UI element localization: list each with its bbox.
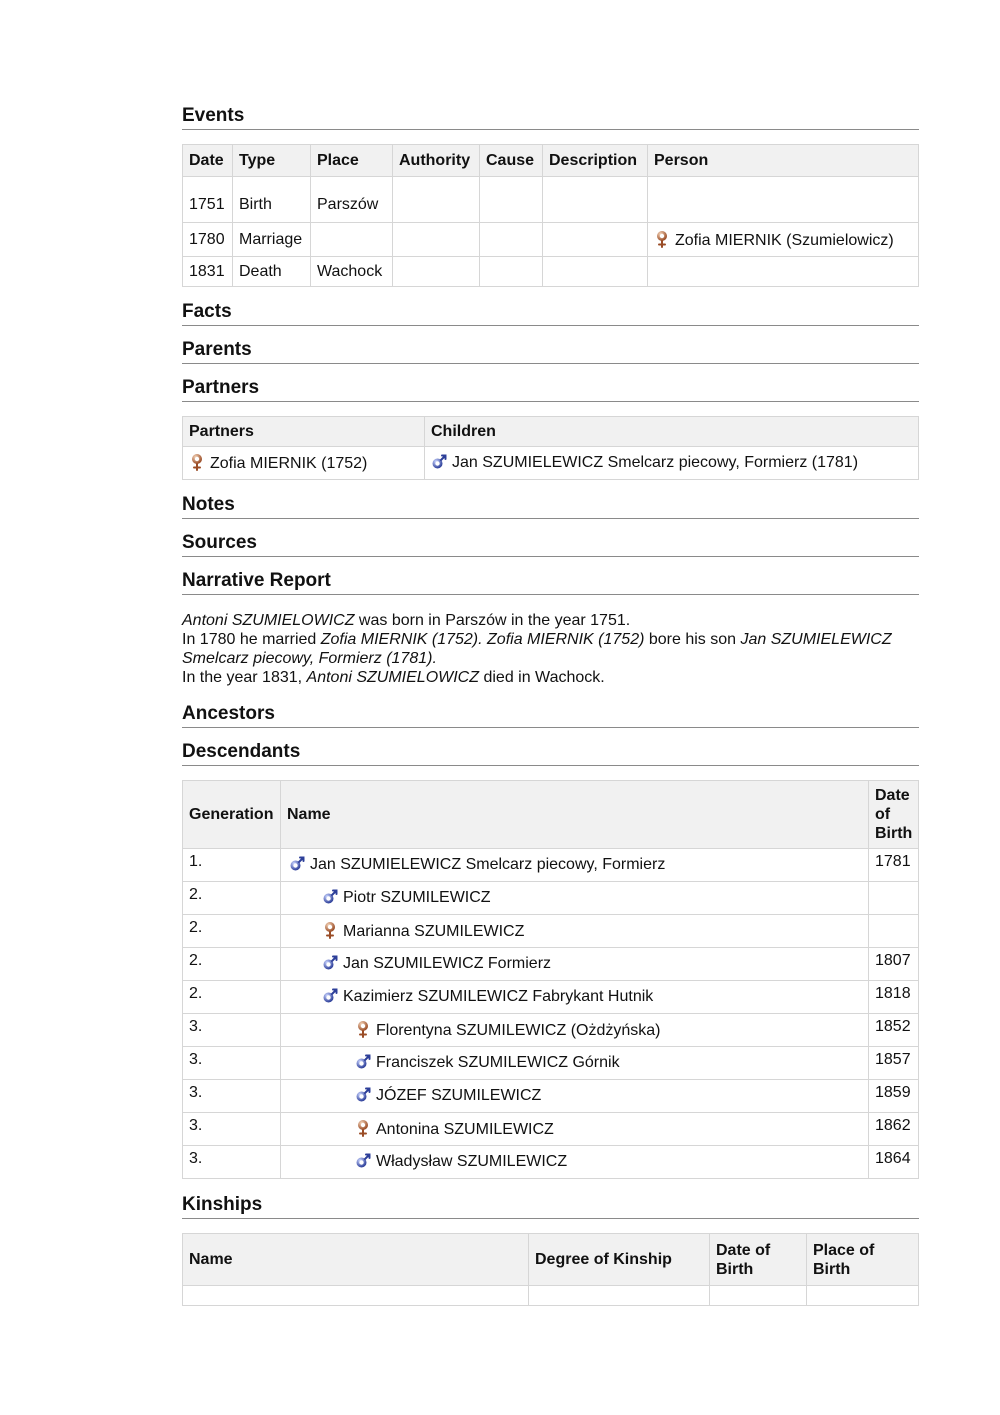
col-cause: Cause	[480, 145, 543, 177]
descendant-link[interactable]: Jan SZUMIELEWICZ Smelcarz piecowy, Formierz	[310, 856, 666, 873]
narrative-heading: Narrative Report	[182, 569, 919, 595]
dob-cell: 1807	[869, 948, 919, 981]
female-icon	[355, 1119, 371, 1137]
col-place: Place	[311, 145, 393, 177]
person-name: Jan SZUMIELEWICZ Smelcarz piecowy, Formierz (1781).	[182, 631, 892, 667]
generation-cell: 3.	[183, 1113, 281, 1146]
generation-cell: 3.	[183, 1047, 281, 1080]
col-kin-dob: Date of Birth	[710, 1234, 807, 1286]
col-kin-name: Name	[183, 1234, 529, 1286]
events-heading: Events	[182, 104, 919, 130]
generation-cell: 2.	[183, 981, 281, 1014]
generation-cell: 3.	[183, 1014, 281, 1047]
narrative-text	[182, 611, 919, 687]
child-link[interactable]: Jan SZUMIELEWICZ Smelcarz piecowy, Formierz (1781)	[452, 454, 859, 471]
name-cell	[281, 849, 869, 882]
female-icon	[322, 921, 338, 939]
name-cell	[281, 1047, 869, 1080]
male-icon	[355, 1054, 371, 1070]
event-person	[648, 257, 919, 287]
generation-cell: 3.	[183, 1146, 281, 1179]
person-name: Zofia MIERNIK (1752).	[320, 631, 483, 648]
name-cell	[281, 948, 869, 981]
name-cell	[281, 1080, 869, 1113]
table-row	[183, 948, 919, 981]
male-icon	[322, 889, 338, 905]
event-person	[648, 223, 919, 257]
dob-cell	[869, 915, 919, 948]
table-row	[183, 1146, 919, 1179]
descendant-link[interactable]: Antonina SZUMILEWICZ	[376, 1121, 554, 1138]
table-row	[183, 981, 919, 1014]
male-icon	[355, 1153, 371, 1169]
male-icon	[289, 856, 305, 872]
descendant-link[interactable]: Piotr SZUMILEWICZ	[343, 889, 491, 906]
descendant-link[interactable]: Florentyna SZUMILEWICZ (Ożdżyńska)	[376, 1022, 661, 1039]
name-cell	[281, 1146, 869, 1179]
col-kin-pob: Place of Birth	[807, 1234, 919, 1286]
female-icon	[654, 230, 670, 248]
event-type: Marriage	[233, 223, 311, 257]
notes-heading: Notes	[182, 493, 919, 519]
partners-heading: Partners	[182, 376, 919, 402]
table-row	[183, 1080, 919, 1113]
col-name: Name	[281, 781, 869, 849]
generation-cell: 2.	[183, 915, 281, 948]
dob-cell: 1862	[869, 1113, 919, 1146]
descendants-heading: Descendants	[182, 740, 919, 766]
facts-heading: Facts	[182, 300, 919, 326]
col-type: Type	[233, 145, 311, 177]
name-cell	[281, 882, 869, 915]
col-person: Person	[648, 145, 919, 177]
parents-heading: Parents	[182, 338, 919, 364]
female-icon	[189, 453, 205, 471]
kinships-table	[182, 1233, 919, 1306]
generation-cell: 3.	[183, 1080, 281, 1113]
person-link[interactable]: Zofia MIERNIK (Szumielowicz)	[675, 231, 894, 249]
col-partners: Partners	[183, 417, 425, 447]
col-children: Children	[425, 417, 919, 447]
female-icon	[355, 1020, 371, 1038]
dob-cell: 1857	[869, 1047, 919, 1080]
table-row	[183, 447, 919, 480]
descendant-link[interactable]: JÓZEF SZUMILEWICZ	[376, 1087, 542, 1104]
generation-cell: 2.	[183, 948, 281, 981]
col-description: Description	[543, 145, 648, 177]
male-icon	[355, 1087, 371, 1103]
narrative-line: In the year 1831, Antoni SZUMIELOWICZ died in Wachock.	[182, 669, 605, 686]
partners-table	[182, 416, 919, 480]
table-row	[183, 849, 919, 882]
table-row	[183, 1113, 919, 1146]
table-row	[183, 257, 919, 287]
dob-cell: 1859	[869, 1080, 919, 1113]
event-type: Death	[233, 257, 311, 287]
event-place: Parszów	[311, 177, 393, 223]
descendant-link[interactable]: Marianna SZUMILEWICZ	[343, 923, 525, 940]
table-row	[183, 1014, 919, 1047]
event-date: 1751	[183, 177, 233, 223]
table-row	[183, 1286, 919, 1306]
dob-cell: 1781	[869, 849, 919, 882]
person-name: Antoni SZUMIELOWICZ	[306, 669, 480, 686]
male-icon	[322, 988, 338, 1004]
kinships-heading: Kinships	[182, 1193, 919, 1219]
col-date-of-birth: Date of Birth	[869, 781, 919, 849]
narrative-line: Antoni SZUMIELOWICZ was born in Parszów in the year 1751.	[182, 612, 631, 629]
name-cell	[281, 915, 869, 948]
table-row	[183, 882, 919, 915]
col-date: Date	[183, 145, 233, 177]
event-person	[648, 177, 919, 223]
col-degree: Degree of Kinship	[529, 1234, 710, 1286]
narrative-line: In 1780 he married Zofia MIERNIK (1752). Zofia MIERNIK (1752) bore his son Jan SZUMIELEWICZ Smelcarz piecowy, Formierz (1781).	[182, 631, 892, 667]
male-icon	[431, 454, 447, 470]
event-place: Wachock	[311, 257, 393, 287]
name-cell	[281, 981, 869, 1014]
table-row	[183, 177, 919, 223]
partner-link[interactable]: Zofia MIERNIK (1752)	[210, 455, 368, 472]
descendant-link[interactable]: Władysław SZUMILEWICZ	[376, 1153, 568, 1170]
dob-cell: 1864	[869, 1146, 919, 1179]
event-place	[311, 223, 393, 257]
sources-heading: Sources	[182, 531, 919, 557]
col-generation: Generation	[183, 781, 281, 849]
name-cell	[281, 1014, 869, 1047]
descendant-link[interactable]: Franciszek SZUMILEWICZ Górnik	[376, 1054, 620, 1071]
person-name: Antoni SZUMIELOWICZ	[182, 612, 355, 629]
table-row	[183, 915, 919, 948]
event-date: 1780	[183, 223, 233, 257]
descendant-link[interactable]: Kazimierz SZUMILEWICZ Fabrykant Hutnik	[343, 988, 654, 1005]
dob-cell	[869, 882, 919, 915]
person-name: Zofia MIERNIK (1752)	[487, 631, 645, 648]
male-icon	[322, 955, 338, 971]
descendant-link[interactable]: Jan SZUMILEWICZ Formierz	[343, 955, 552, 972]
ancestors-heading: Ancestors	[182, 702, 919, 728]
generation-cell: 2.	[183, 882, 281, 915]
col-authority: Authority	[393, 145, 480, 177]
table-row	[183, 1047, 919, 1080]
report-page	[182, 104, 919, 1306]
event-type: Birth	[233, 177, 311, 223]
table-row	[183, 223, 919, 257]
name-cell	[281, 1113, 869, 1146]
dob-cell: 1852	[869, 1014, 919, 1047]
events-table	[182, 144, 919, 287]
event-date: 1831	[183, 257, 233, 287]
generation-cell: 1.	[183, 849, 281, 882]
dob-cell: 1818	[869, 981, 919, 1014]
descendants-table	[182, 780, 919, 1179]
